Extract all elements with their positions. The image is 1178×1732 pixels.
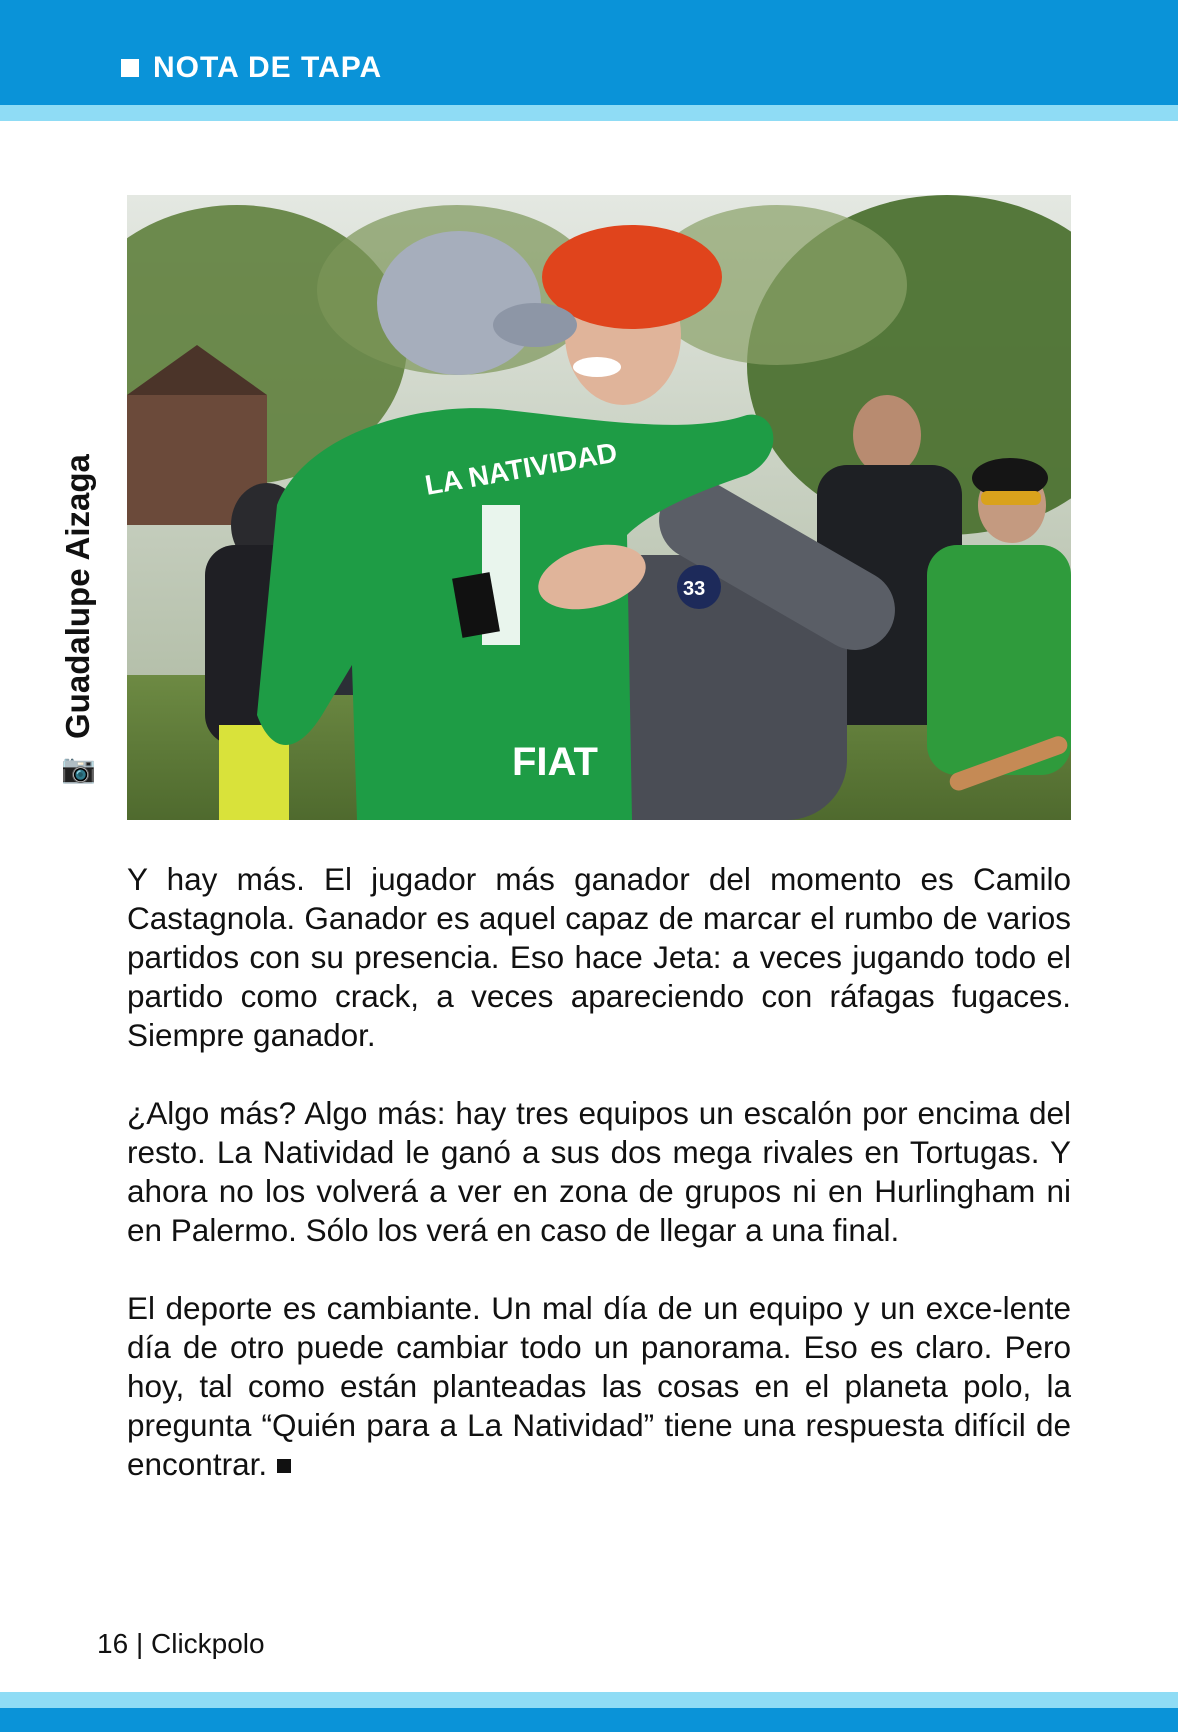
footer-separator: | [135,1628,144,1659]
jersey-text: LA NATIVIDAD [422,436,620,501]
section-label-text: NOTA DE TAPA [153,51,383,84]
header-stripe [0,105,1178,121]
photo-illustration [127,195,1071,820]
section-label [121,48,382,88]
page-number: 16 [97,1628,129,1659]
camera-icon: 📷 [60,752,95,784]
footer-bar [0,1708,1178,1732]
article-photo [127,195,1071,820]
jersey-sponsor: FIAT [512,740,598,784]
square-bullet-icon [121,59,139,77]
end-square-icon [277,1459,291,1473]
publication-name: Clickpolo [151,1628,265,1659]
photo-credit [55,420,100,820]
paragraph-1: Y hay más. El jugador más ganador del momento es Camilo Castagnola. Ganador es aquel capaz de marcar el rumbo de varios partidos con su presencia. Eso hace Jeta: a veces jugando todo el partido como crack, a veces apareciendo con ráfagas fugaces. Siempre ganador. [127,861,1071,1053]
paragraph-3 [127,1289,1071,1484]
page-footer [97,1628,265,1660]
photo-credit-name: Guadalupe Aizaga [58,454,96,739]
article-body [127,860,1071,1523]
jacket-patch: 33 [683,578,706,600]
paragraph-3-text: El deporte es cambiante. Un mal día de un equipo y un exce-lente día de otro puede cambiar todo un panorama. Eso es claro. Pero hoy, tal como están planteadas las cosas en el planeta polo, la pregunta “Quién para a La Natividad” tiene una respuesta difícil de encontrar. [127,1290,1071,1482]
footer-stripe [0,1692,1178,1708]
paragraph-2: ¿Algo más? Algo más: hay tres equipos un escalón por encima del resto. La Natividad le ganó a sus dos mega rivales en Tortugas. Y ahora no los volverá a ver en zona de grupos ni en Hurlingham ni en Palermo. Sólo los verá en caso de llegar a una final. [127,1095,1071,1248]
